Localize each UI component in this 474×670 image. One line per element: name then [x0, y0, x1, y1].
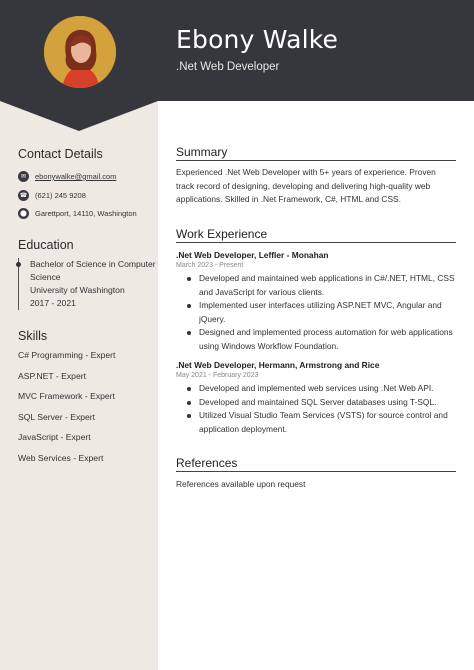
bullet-item: Developed and maintained web applications in C#/.NET, HTML, CSS and JavaScript for various clients. [199, 272, 458, 299]
contact-heading: Contact Details [18, 147, 103, 161]
education-years: 2017 - 2021 [30, 298, 76, 308]
job-title-1: .Net Web Developer, Leffler - Monahan [176, 250, 329, 260]
summary-heading: Summary [176, 145, 456, 161]
job-dates-1: March 2023 - Present [176, 262, 244, 269]
mail-icon: ✉ [18, 171, 29, 182]
references-heading: References [176, 456, 456, 472]
education-entry [18, 258, 160, 310]
skills-heading: Skills [18, 329, 48, 343]
education-heading: Education [18, 238, 74, 252]
bullet-item: Developed and implemented web services using .Net Web API. [199, 382, 458, 396]
bullet-item: Implemented user interfaces utilizing ASP.NET MVC, Angular and jQuery. [199, 299, 458, 326]
summary-text: Experienced .Net Web Developer with 5+ years of experience. Proven track record of designing, developing and delivering high-quality web applications. Skilled in .Net Framework, C#, HTML and CSS. [176, 167, 436, 204]
job-title-2: .Net Web Developer, Hermann, Armstrong and Rice [176, 360, 380, 370]
job-bullets-1 [176, 272, 458, 353]
sidebar [0, 101, 158, 670]
references-text: References available upon request [176, 479, 306, 489]
degree: Bachelor of Science in Computer Science [30, 259, 156, 282]
skill-item: SQL Server - Expert [18, 412, 96, 422]
skill-item: ASP.NET - Expert [18, 371, 86, 381]
bullet-item: Utilized Visual Studio Team Services (VSTS) for source control and application deployment. [199, 409, 458, 436]
bullet-item: Developed and maintained SQL Server databases using T-SQL. [199, 396, 458, 410]
experience-heading: Work Experience [176, 227, 456, 243]
job-title: .Net Web Developer [176, 61, 280, 73]
candidate-name: Ebony Walke [176, 25, 339, 54]
phone-icon: ☎ [18, 190, 29, 201]
portrait-image [44, 16, 116, 88]
bullet-item: Designed and implemented process automation for web applications using Windows Workflow Foundation. [199, 326, 458, 353]
school: University of Washington [30, 285, 125, 295]
contact-email-row [18, 171, 116, 182]
skill-item: C# Programming - Expert [18, 350, 116, 360]
job-dates-2: May 2021 - February 2023 [176, 372, 259, 379]
address: Garettport, 14110, Washington [35, 209, 137, 218]
profile-photo [44, 16, 116, 88]
email-link[interactable]: ebonywalke@gmail.com [35, 172, 117, 181]
contact-location-row [18, 208, 137, 219]
phone-number: (621) 245 9208 [35, 191, 86, 200]
skill-item: JavaScript - Expert [18, 432, 91, 442]
job-bullets-2 [176, 382, 458, 436]
skill-item: Web Services - Expert [18, 453, 104, 463]
contact-phone-row [18, 190, 86, 201]
location-icon: ⬤ [18, 208, 29, 219]
timeline-dot [16, 262, 21, 267]
skill-item: MVC Framework - Expert [18, 391, 115, 401]
